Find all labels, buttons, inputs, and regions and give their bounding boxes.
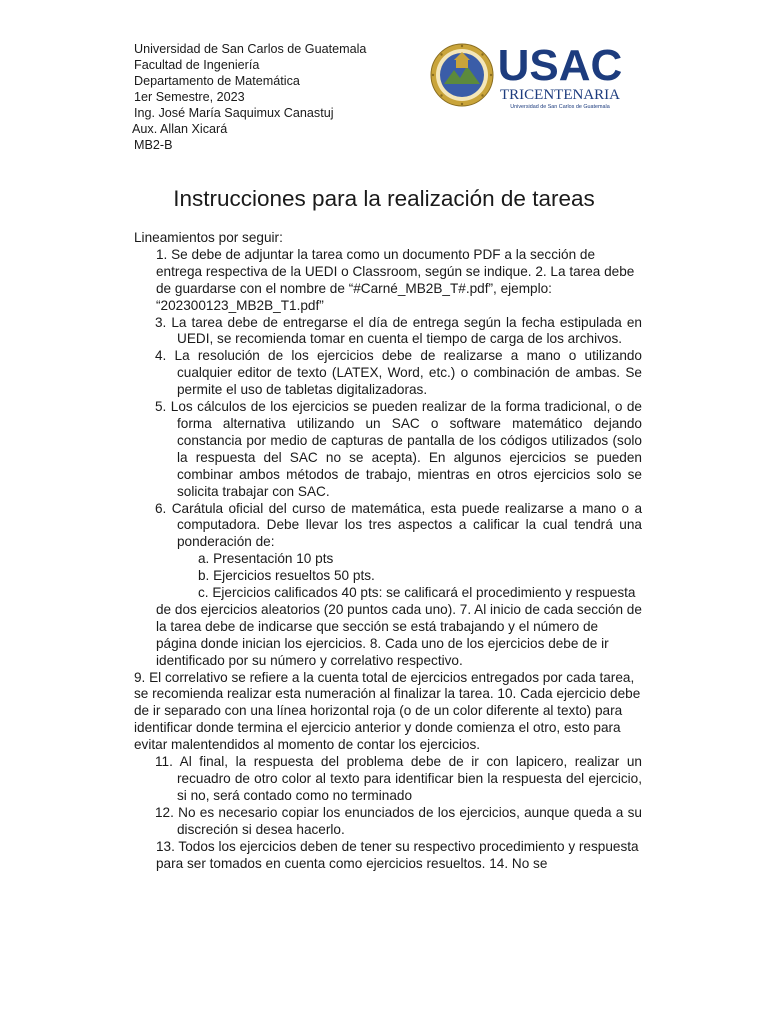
logo-subline: Universidad de San Carlos de Guatemala [510,104,610,110]
guideline-6b: b. Ejercicios resueltos 50 pts. [198,568,375,584]
page-title: Instrucciones para la realización de tareas [173,186,595,211]
usac-seal-icon [430,38,630,112]
guideline-4: 4. La resolución de los ejercicios debe de realizarse a mano o utilizando cualquier editor de texto (LATEX, Word, etc.) o combinación de ambas. Se permite el uso de tabletas digitalizadoras. [155,348,642,398]
guideline-6: 6. Carátula oficial del curso de matemática, esta puede realizarse a mano o a computadora. Debe llevar los tres aspectos a calificar la cual tendrá una ponderación de: [155,500,642,550]
guideline-6a: a. Presentación 10 pts [198,551,334,567]
usac-logo [430,38,630,112]
logo-tagline: TRICENTENARIA [500,87,620,103]
guideline-1-2: 1. Se debe de adjuntar la tarea como un documento PDF a la sección de entrega respectiva de la UEDI o Classroom, según se indique. 2. La tarea debe de guardarse con el nombre de “#Carné_MB2B_T#.pdf”, ejemplo: “202300123_MB2B_T1.pdf” [156,246,635,313]
guideline-12: 12. No es necesario copiar los enunciados de los ejercicios, aunque queda a su discreción si desea hacerlo. [155,804,642,837]
guidelines-intro: Lineamientos por seguir: [134,230,283,245]
guideline-9-10: 9. El correlativo se refiere a la cuenta total de ejercicios entregados por cada tarea, se recomienda realizar esta numeración al finalizar la tarea. 10. Cada ejercicio debe de ir separado con una línea horizontal roja (o de un color diferente al texto) para identificar donde termina el ejercicio anterior y donde comienza el otro, esto para evitar malentendidos al momento de contar los ejercicios. [134,669,641,753]
header-professor: Ing. José María Saquimux Canastuj [134,106,334,120]
header-section: MB2-B [134,138,173,152]
guideline-13-14: 13. Todos los ejercicios deben de tener su respectivo procedimiento y respuesta para ser tomados en cuenta como ejercicios resueltos. 14. No se [156,838,639,871]
header-department: Departamento de Matemática [134,74,300,88]
document-header [134,41,366,153]
guideline-11: 11. Al final, la respuesta del problema debe de ir con lapicero, realizar un recuadro de otro color al texto para identificar bien la respuesta del ejercicio, si no, será contado como no terminado [155,754,642,803]
header-semester: 1er Semestre, 2023 [134,90,245,104]
guideline-5: 5. Los cálculos de los ejercicios se pueden realizar de la forma tradicional, o de forma alternativa utilizando un SAC o software matemático dejando constancia por medio de capturas de pantalla de los códigos utilizados (solo la respuesta del SAC no se acepta). En algunos ejercicios se pueden combinar ambos métodos de trabajo, mientras en otros ejercicios solo se solicita trabajar con SAC. [155,399,642,499]
guideline-6c-7-8 [134,585,642,670]
logo-brand: USAC [497,41,623,90]
document-body [134,230,642,872]
header-faculty: Facultad de Ingeniería [134,58,260,72]
guideline-6c-text: c. Ejercicios calificados 40 pts: se calificará el procedimiento y respuesta de dos ejercicios aleatorios (20 puntos cada uno). 7. Al inicio de cada sección de la tarea debe de indicarse que sección se está trabajando y el número de página donde inician los ejercicios. 8. Cada uno de los ejercicios debe de ir identificado por su número y correlativo respectivo. [156,585,642,668]
header-assistant: Aux. Allan Xicará [132,122,228,136]
guideline-3: 3. La tarea debe de entregarse el día de entrega según la fecha estipulada en UEDI, se recomienda tomar en cuenta el tiempo de carga de los archivos. [155,314,642,347]
header-university: Universidad de San Carlos de Guatemala [134,42,367,56]
